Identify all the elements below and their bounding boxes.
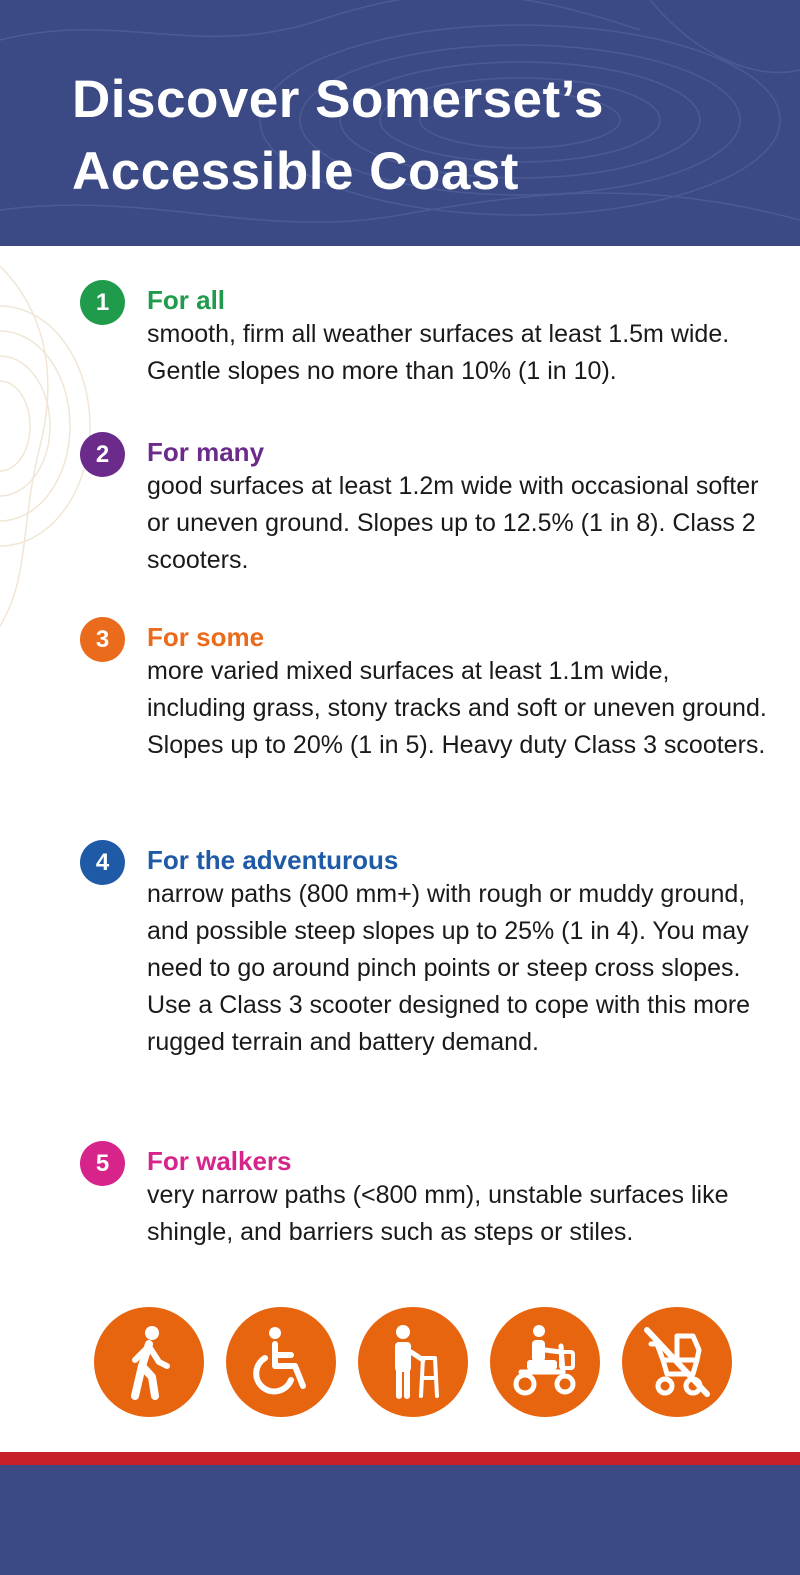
walking-frame-icon [358,1307,468,1417]
number-badge-1: 1 [80,280,125,325]
title-line-2: Accessible Coast [72,142,519,201]
number-badge-2: 2 [80,432,125,477]
header-banner [0,0,800,246]
number-badge-3: 3 [80,617,125,662]
category-heading-1: For all [147,285,226,315]
wheelchair-icon [226,1307,336,1417]
category-heading-3: For some [147,622,265,652]
category-description-1: smooth, firm all weather surfaces at least 1.5m wide. Gentle slopes no more than 10% (1 in 10). [147,320,730,385]
accessibility-icon-row [94,1307,734,1417]
category-description-2: good surfaces at least 1.2m wide with occasional softer or uneven ground. Slopes up to 12.5% (1 in 8). Class 2 scooters. [147,472,759,574]
category-description-5: very narrow paths (<800 mm), unstable surfaces like shingle, and barriers such as steps or stiles. [147,1181,729,1246]
title-line-1: Discover Somerset’s [72,70,604,129]
no-pushchair-icon [622,1307,732,1417]
number-badge-4: 4 [80,840,125,885]
page-title [72,64,772,208]
red-divider-stripe [0,1452,800,1465]
walker-icon [94,1307,204,1417]
footer-band [0,1465,800,1575]
category-description-3: more varied mixed surfaces at least 1.1m wide, including grass, stony tracks and soft or uneven ground. Slopes up to 20% (1 in 5). Heavy duty Class 3 scooters. [147,657,767,759]
number-badge-5: 5 [80,1141,125,1186]
mobility-scooter-icon [490,1307,600,1417]
category-heading-2: For many [147,437,265,467]
category-description-4: narrow paths (800 mm+) with rough or muddy ground, and possible steep slopes up to 25% (1 in 4). You may need to go around pinch points or steep cross slopes. Use a Class 3 scooter designed to cope with this more rugged terrain and battery demand. [147,880,751,1056]
category-heading-4: For the adventurous [147,845,399,875]
category-heading-5: For walkers [147,1146,292,1176]
